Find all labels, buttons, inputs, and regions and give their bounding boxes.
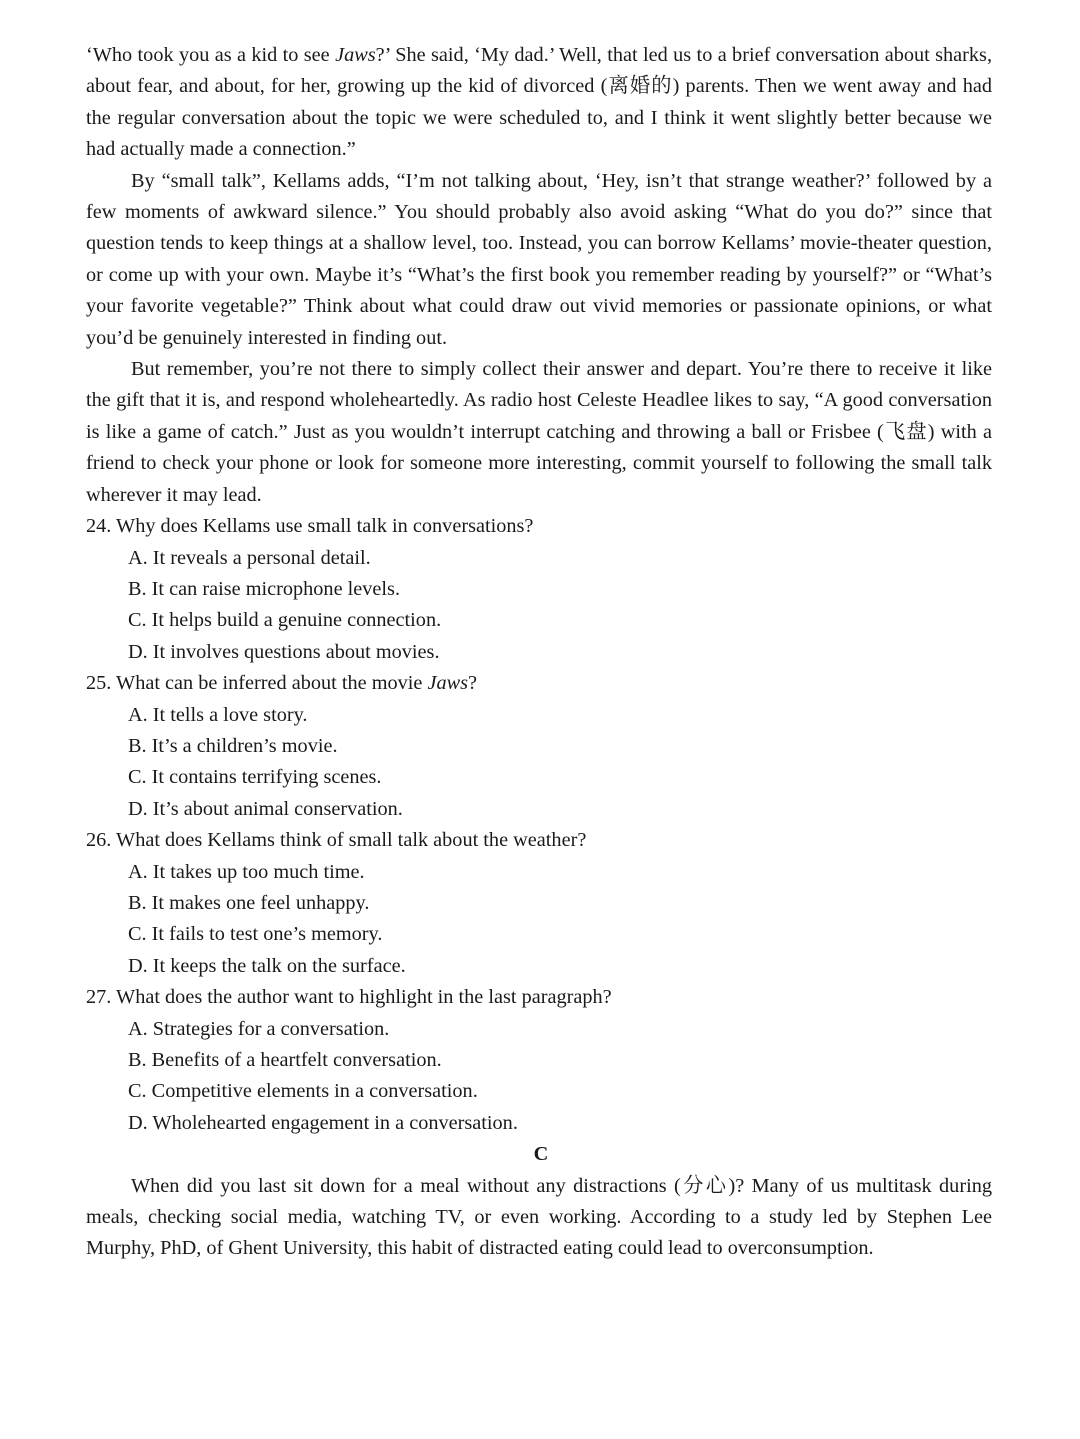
question-text: 27. What does the author want to highlight in the last paragraph? <box>86 986 612 1009</box>
answer-option: A. It reveals a personal detail. <box>128 546 371 569</box>
passage-c-paragraph-1: When did you last sit down for a meal without any distractions (分心)? Many of us multitask during meals, checking social media, watching TV, or even working. According to a study led by Stephen Lee Murphy, PhD, of Ghent University, this habit of distracted eating could lead to overconsumption. <box>86 1174 992 1260</box>
answer-option: B. It can raise microphone levels. <box>128 577 401 600</box>
answer-option: B. It’s a children’s movie. <box>128 734 338 757</box>
answer-option: D. It keeps the talk on the surface. <box>128 954 406 977</box>
answer-option: C. It contains terrifying scenes. <box>128 766 382 789</box>
answer-option: D. It’s about animal conservation. <box>128 797 403 820</box>
section-heading-c: C <box>533 1143 549 1166</box>
passage-b-paragraph-3: But remember, you’re not there to simply collect their answer and depart. You’re there to receive it like the gift that it is, and respond wholeheartedly. As radio host Celeste Headlee likes to say, “A good conversation is like a game of catch.” Just as you wouldn’t interrupt catching and throwing a ball or Frisbee (飞盘) with a friend to check your phone or look for someone more interesting, commit yourself to following the small talk wherever it may lead. <box>86 358 992 506</box>
answer-option: A. It tells a love story. <box>128 703 308 726</box>
question-text: 25. What can be inferred about the movie <box>86 672 428 695</box>
answer-option: B. Benefits of a heartfelt conversation. <box>128 1049 442 1071</box>
question-text: ? <box>468 672 478 695</box>
answer-option: C. Competitive elements in a conversation. <box>128 1080 478 1103</box>
question-text: Jaws <box>427 672 469 695</box>
answer-option: B. It makes one feel unhappy. <box>128 891 370 914</box>
question-text: 24. Why does Kellams use small talk in conversations? <box>86 515 534 538</box>
text: ‘Who took you as a kid to see <box>86 44 336 66</box>
answer-option: A. Strategies for a conversation. <box>128 1017 390 1040</box>
passage-b-paragraph-1 <box>86 40 992 166</box>
text: ?’ She said, ‘My dad.’ Well, that led us to a brief conversation about sharks, about fear, and about, for her, growing up the kid of divorced (离婚的) parents. Then we went away and had the regular conversation about the topic we were scheduled to, and I think it went slightly better because we had actually made a connection.” <box>86 44 993 161</box>
answer-option: D. It involves questions about movies. <box>128 640 440 663</box>
movie-title: Jaws <box>335 44 376 66</box>
answer-option: C. It fails to test one’s memory. <box>128 923 383 946</box>
answer-option: D. Wholehearted engagement in a conversation. <box>128 1111 518 1134</box>
answer-option: C. It helps build a genuine connection. <box>128 609 442 632</box>
question-stem <box>86 668 992 699</box>
question-stem <box>86 825 992 856</box>
exam-page <box>86 40 992 1265</box>
question-stem <box>86 511 992 542</box>
passage-b-paragraph-2: By “small talk”, Kellams adds, “I’m not talking about, ‘Hey, isn’t that strange weather?’ followed by a few moments of awkward silence.” You should probably also avoid asking “What do you do?” since that question tends to keep things at a shallow level, too. Instead, you can borrow Kellams’ movie-theater question, or come up with your own. Maybe it’s “What’s the first book you remember reading by yourself?” or “What’s your favorite vegetable?” Think about what could draw out vivid memories or passionate opinions, or what you’d be genuinely interested in finding out. <box>86 169 992 349</box>
question-text: 26. What does Kellams think of small talk about the weather? <box>86 829 587 852</box>
question-stem <box>86 982 992 1013</box>
questions <box>86 511 992 1139</box>
answer-option: A. It takes up too much time. <box>128 860 365 883</box>
